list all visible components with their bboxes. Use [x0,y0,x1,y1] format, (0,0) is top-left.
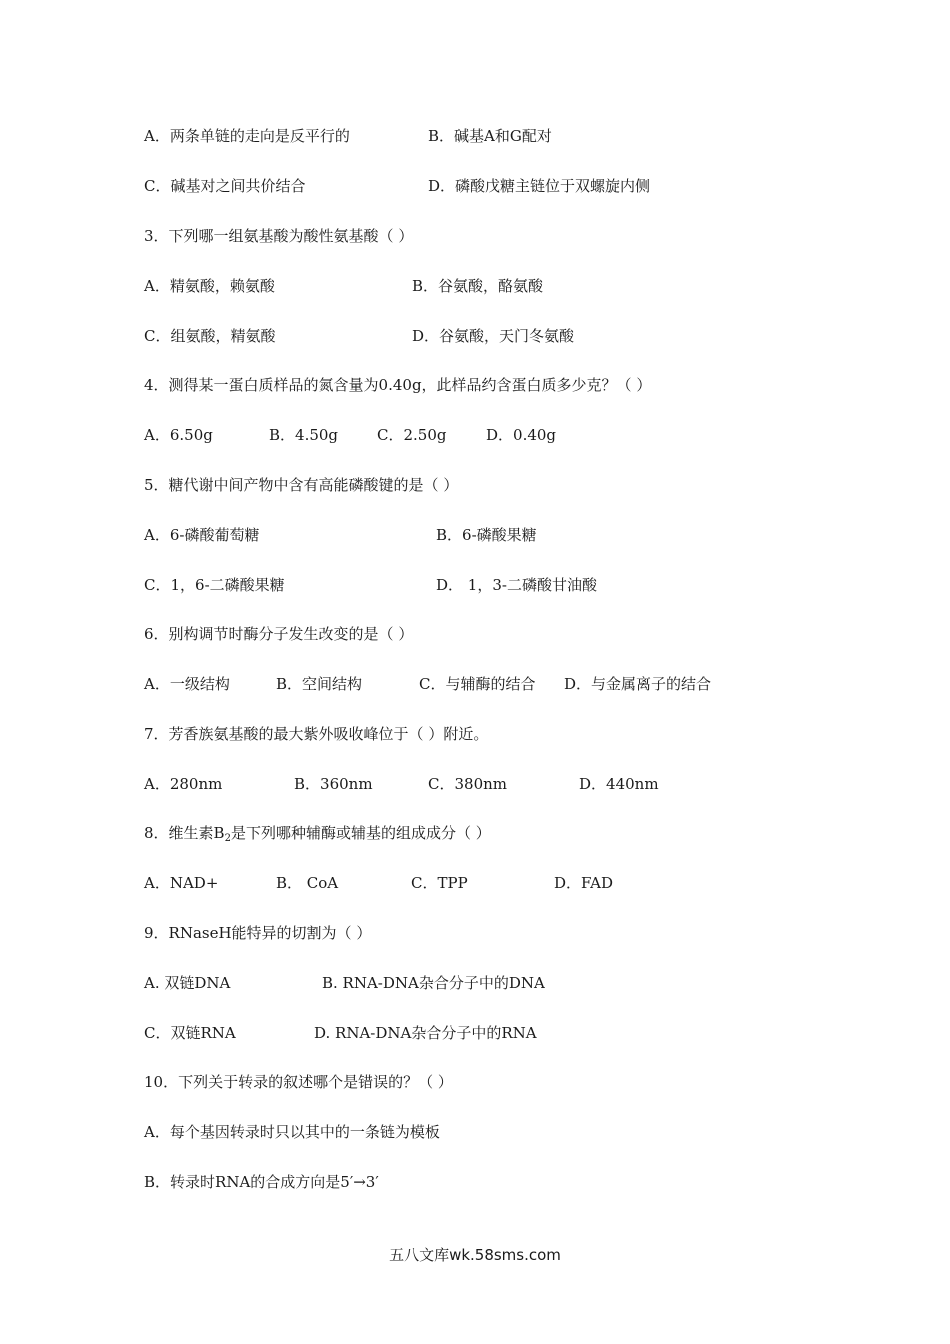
question-5: 5．糖代谢中间产物中含有高能磷酸键的是（ ） [144,476,459,494]
option-a: A．NAD+ [144,874,219,892]
option-a: A．280nm [144,775,223,793]
option-d: D．与金属离子的结合 [564,675,712,693]
option-d: D. RNA-DNA杂合分子中的RNA [314,1024,537,1042]
question-8-text-post: 是下列哪种辅酶或辅基的组成成分（ ） [230,824,491,842]
question-6: 6．别构调节时酶分子发生改变的是（ ） [144,625,414,643]
option-d: D．磷酸戊糖主链位于双螺旋内侧 [428,177,651,195]
question-8-text-pre: 8．维生素B [144,824,225,842]
option-a: A．6-磷酸葡萄糖 [144,526,260,544]
question-3: 3．下列哪一组氨基酸为酸性氨基酸（ ） [144,227,414,245]
question-4: 4．测得某一蛋白质样品的氮含量为0.40g，此样品约含蛋白质多少克？（ ） [144,376,652,394]
option-c: C．与辅酶的结合 [419,675,536,693]
option-c: C．双链RNA [144,1024,236,1042]
question-9: 9．RNaseH能特异的切割为（ ） [144,924,372,942]
option-b: B．4.50g [269,426,339,444]
option-b: B．谷氨酸，酪氨酸 [412,277,544,295]
option-d: D． 1，3-二磷酸甘油酸 [436,576,597,594]
option-d: D．FAD [554,874,613,892]
option-c: C．380nm [428,775,507,793]
footer-watermark: 五八文库wk.58sms.com [389,1246,561,1264]
option-c: C．1，6-二磷酸果糖 [144,576,285,594]
option-d: D．谷氨酸，天门冬氨酸 [412,327,575,345]
option-b: B．360nm [294,775,373,793]
question-7: 7．芳香族氨基酸的最大紫外吸收峰位于（ ）附近。 [144,725,489,743]
option-b: B. RNA-DNA杂合分子中的DNA [322,974,545,992]
option-c: C．碱基对之间共价结合 [144,177,306,195]
option-b: B．空间结构 [276,675,363,693]
option-a: A．精氨酸，赖氨酸 [144,277,275,295]
option-c: C．TPP [411,874,468,892]
question-10-option-b: B．转录时RNA的合成方向是5′→3′ [144,1173,379,1191]
option-a: A. 双链DNA [144,974,231,992]
option-c: C．组氨酸，精氨酸 [144,327,276,345]
option-b: B． CoA [276,874,339,892]
option-b: B．碱基A和G配对 [428,127,552,145]
option-b: B．6-磷酸果糖 [436,526,537,544]
question-10-option-a: A．每个基因转录时只以其中的一条链为模板 [144,1123,440,1141]
option-a: A．两条单链的走向是反平行的 [144,127,350,145]
question-8 [144,822,491,844]
option-a: A．6.50g [144,426,213,444]
option-d: D．0.40g [486,426,557,444]
option-a: A．一级结构 [144,675,230,693]
question-8-subscript: 2 [224,833,231,844]
option-d: D．440nm [579,775,659,793]
option-c: C．2.50g [377,426,447,444]
question-10: 10．下列关于转录的叙述哪个是错误的？（ ） [144,1073,453,1091]
